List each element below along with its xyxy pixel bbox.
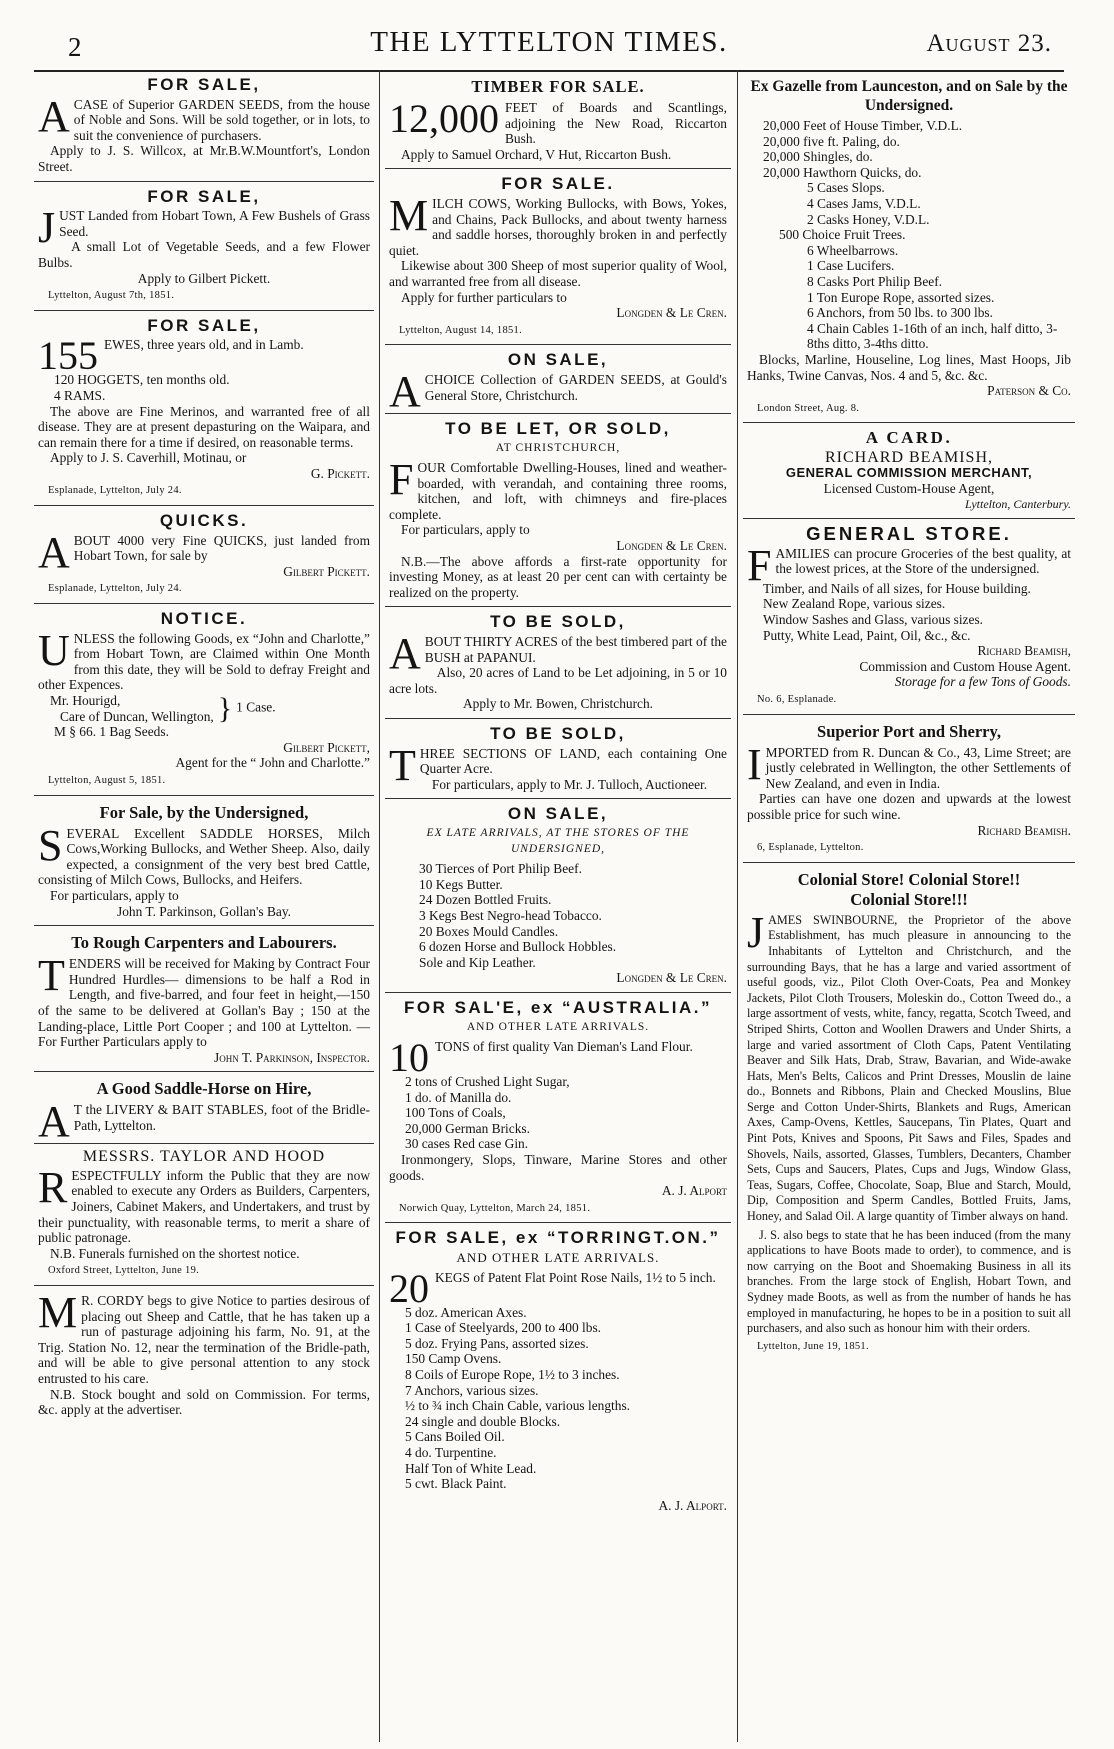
ad-line: M § 66. 1 Bag Seeds. xyxy=(54,724,169,740)
ad-signature: Richard Beamish. xyxy=(977,822,1071,838)
ad-para: Blocks, Marline, Houseline, Log lines, Mast Hoops, Jib Hanks, Twine Canvas, Nos. 4 and 5, &c. &c. xyxy=(747,351,1071,383)
ad-notice xyxy=(34,604,374,796)
list-item: 1 Case of Steelyards, 200 to 400 lbs. xyxy=(405,1320,602,1336)
list-item: 24 single and double Blocks. xyxy=(405,1413,561,1429)
ad-heading: To Rough Carpenters and Labourers. xyxy=(71,933,337,953)
ad-heading: A Good Saddle-Horse on Hire, xyxy=(96,1079,312,1099)
ad-heading: TO BE SOLD, xyxy=(490,724,626,743)
ad-body: OUR Comfortable Dwelling-Houses, lined and weather-boarded, with verandah, and containing three rooms, kitchen, and loft, with chimneys and fire-places complete. xyxy=(389,460,727,522)
ad-date: No. 6, Esplanade. xyxy=(757,694,837,705)
ad-para: The above are Fine Merinos, and warranted free of all disease. They are at present depasturing on the Waipara, and can remain there for a time if desired, on reasonable terms. xyxy=(38,403,370,450)
newspaper-title: THE LYTTELTON TIMES. xyxy=(370,26,728,58)
ad-heading: ON SALE, xyxy=(507,804,609,824)
column-rule xyxy=(737,70,738,1742)
ad-para: A small Lot of Vegetable Seeds, and a few Flower Bulbs. xyxy=(38,239,370,270)
ad-nb: N.B. Stock bought and sold on Commission. For terms, &c. apply at the advertiser. xyxy=(38,1386,370,1418)
ad-colonial-store xyxy=(743,863,1075,1361)
ad-signature: Agent for the “ John and Charlotte.” xyxy=(175,755,370,771)
consignee-line: Mr. Hourigd, xyxy=(50,693,121,708)
ad-timber xyxy=(385,70,731,169)
list-item: 24 Dozen Bottled Fruits. xyxy=(419,892,552,908)
ad-ewes xyxy=(34,311,374,506)
ad-signature: G. Pickett. xyxy=(310,465,370,481)
ad-thirty-acres xyxy=(385,607,731,719)
ad-apply: Apply for further particulars to xyxy=(401,289,567,305)
ad-apply: For particulars, apply to Mr. J. Tulloch, Auctioneer. xyxy=(431,776,708,792)
list-item: Half Ton of White Lead. xyxy=(405,1460,537,1476)
ad-heading: Colonial Store!!! xyxy=(850,889,968,909)
list-item: Timber, and Nails of all sizes, for House building. xyxy=(763,580,1031,596)
list-item: 5 doz. Frying Pans, assorted sizes. xyxy=(405,1335,589,1351)
ad-general-store xyxy=(743,519,1075,714)
ad-heading: TIMBER FOR SALE. xyxy=(471,77,645,96)
list-item: Putty, White Lead, Paint, Oil, &c., &c. xyxy=(763,627,971,643)
ad-body: HREE SECTIONS OF LAND, each containing One Quarter Acre. xyxy=(419,745,727,777)
ad-signature: Longden & Le Cren. xyxy=(616,538,727,554)
ad-para: Likewise about 300 Sheep of most superior quality of Wool, and warranted free from all disease. xyxy=(389,258,727,289)
ad-date: Oxford Street, Lyttelton, June 19. xyxy=(48,1265,200,1277)
ad-apply: Apply to J. S. Willcox, at Mr.B.W.Mountfort's, London Street. xyxy=(38,143,370,174)
drop-cap: S xyxy=(38,820,63,870)
ad-body: MPORTED from R. Duncan & Co., 43, Lime Street; are justly celebrated in Wellington, the other Settlements of New Zealand, and even in India. xyxy=(765,744,1071,791)
ad-heading: TO BE SOLD, xyxy=(490,612,626,632)
ad-heading: FOR SALE, xyxy=(147,315,261,335)
list-item: 5 Cases Slops. xyxy=(807,180,885,196)
ad-para: J. S. also begs to state that he has been induced (from the many applications to have Boots made to order), to commence, and is now carrying on the Boot and Shoemaking Business in all its branches. From the large stock of English, Hobart Town, and Sydney made Boots, as well as from the number of hands he has employed in manufacturing, he hopes to be in a position to suit all purchasers, and also such as honour him with their orders. xyxy=(747,1227,1071,1336)
list-item: 6 dozen Horse and Bullock Hobbles. xyxy=(419,939,617,955)
ad-body: CHOICE Collection of GARDEN SEEDS, at Gould's General Store, Christchurch. xyxy=(424,371,727,403)
ad-milch-cows xyxy=(385,169,731,345)
ad-signature: Paterson & Co. xyxy=(987,383,1071,399)
lead-number: 12,000 xyxy=(389,96,499,141)
list-item: 2 tons of Crushed Light Sugar, xyxy=(405,1074,570,1090)
list-item: 3 Kegs Best Negro-head Tobacco. xyxy=(419,907,602,923)
ad-dwelling-houses xyxy=(385,414,731,608)
list-item: Sole and Kip Leather. xyxy=(419,954,536,970)
list-item: 20,000 Feet of House Timber, V.D.L. xyxy=(763,118,963,133)
brace-glyph: } xyxy=(217,691,233,725)
ad-taylor-hood xyxy=(34,1144,374,1286)
ad-subheading: EX LATE ARRIVALS, AT THE STORES OF THE UNDERSIGNED, xyxy=(426,826,690,855)
ad-apply: For particulars, apply to xyxy=(50,887,179,903)
ad-body: UST Landed from Hobart Town, A Few Bushels of Grass Seed. xyxy=(59,208,370,239)
ad-signature: Gilbert Pickett. xyxy=(283,563,370,579)
ad-heading: ON SALE, xyxy=(507,350,609,370)
ad-body: T the LIVERY & BAIT STABLES, foot of the Bridle-Path, Lyttelton. xyxy=(73,1102,370,1133)
list-item: 150 Camp Ovens. xyxy=(405,1351,502,1367)
ad-heading: Superior Port and Sherry, xyxy=(817,721,1001,741)
column-2 xyxy=(385,70,731,1742)
ad-nb: N.B.—The above affords a first-rate opportunity for investing Money, as at least 20 per cent can with certainty be realized on the property. xyxy=(389,553,727,600)
list-item: 6 Anchors, from 50 lbs. to 300 lbs. xyxy=(807,305,993,321)
ad-body: AMILIES can procure Groceries of the best quality, at the lowest prices, at the Store of the undersigned. xyxy=(775,545,1071,577)
lead-number: 155 xyxy=(38,333,98,379)
list-item: 30 cases Red case Gin. xyxy=(405,1136,529,1152)
drop-cap: I xyxy=(747,739,762,789)
list-item: 20,000 German Bricks. xyxy=(405,1120,530,1136)
drop-cap: A xyxy=(38,527,70,577)
list-item: New Zealand Rope, various sizes. xyxy=(763,596,946,612)
column-rule xyxy=(379,70,380,1742)
list-item: Window Sashes and Glass, various sizes. xyxy=(763,612,984,628)
ad-gazelle xyxy=(743,70,1075,423)
list-item: ½ to ¾ inch Chain Cable, various lengths. xyxy=(405,1398,631,1414)
ad-heading: FOR SALE, xyxy=(147,186,261,206)
ad-three-sections xyxy=(385,719,731,799)
ad-apply: John T. Parkinson, Gollan's Bay. xyxy=(116,903,291,919)
list-item: 20,000 five ft. Paling, do. xyxy=(763,133,900,149)
ad-heading: For Sale, by the Undersigned, xyxy=(99,802,309,822)
ad-date: London Street, Aug. 8. xyxy=(757,402,860,414)
ad-subheading: AND OTHER LATE ARRIVALS. xyxy=(466,1020,650,1033)
ad-heading: FOR SALE. xyxy=(501,174,615,194)
ad-quicks xyxy=(34,506,374,604)
ad-apply: Apply to Gilbert Pickett. xyxy=(137,270,271,286)
ad-heading: FOR SALE, ex “TORRINGT.ON.” xyxy=(395,1228,721,1248)
ad-body: ILCH COWS, Working Bullocks, with Bows, Yokes, and Chains, Pack Bullocks, and about twenty harness and saddle horses, thoroughly broken in and perfectly quiet. xyxy=(389,195,727,258)
list-item: 5 doz. American Axes. xyxy=(405,1304,527,1320)
lead-number: 20 xyxy=(389,1265,429,1311)
list-item: 2 Casks Honey, V.D.L. xyxy=(807,211,930,227)
ad-body: KEGS of Patent Flat Point Rose Nails, 1½ to 5 inch. xyxy=(435,1269,716,1285)
ad-subheading: AT CHRISTCHURCH, xyxy=(495,441,621,454)
merchant-role: GENERAL COMMISSION MERCHANT, xyxy=(785,465,1033,481)
ad-heading: Ex Gazelle from Launceston, and on Sale by the Undersigned. xyxy=(750,78,1068,114)
ad-late-arrivals xyxy=(385,799,731,993)
ad-garden-seeds xyxy=(34,70,374,182)
ad-saddle-horse-hire xyxy=(34,1072,374,1147)
ad-line: 4 RAMS. xyxy=(54,387,106,403)
list-item: 4 do. Turpentine. xyxy=(405,1444,497,1460)
drop-cap: T xyxy=(389,740,416,790)
ad-australia xyxy=(385,993,731,1224)
ad-body: EWES, three years old, and in Lamb. xyxy=(104,337,304,353)
ad-port-sherry xyxy=(743,715,1075,863)
merchant-agent: Licensed Custom-House Agent, xyxy=(823,481,995,497)
ad-nb: N.B. Funerals furnished on the shortest notice. xyxy=(50,1245,300,1261)
ad-signature: Gilbert Pickett, xyxy=(283,739,370,755)
consignee-case: 1 Case. xyxy=(236,699,276,715)
column-3 xyxy=(743,70,1075,1742)
list-item: 8 Casks Port Philip Beef. xyxy=(807,273,943,289)
list-item: 4 Chain Cables 1-16th of an inch, half ditto, 3-8ths ditto, 3-4ths ditto. xyxy=(807,320,1058,352)
drop-cap: F xyxy=(747,540,772,590)
ad-apply: For particulars, apply to xyxy=(401,522,530,538)
ad-date: Esplanade, Lyttelton, July 24. xyxy=(48,485,182,497)
list-item: 1 Ton Europe Rope, assorted sizes. xyxy=(807,289,995,305)
ad-signature: Commission and Custom House Agent. xyxy=(859,658,1071,674)
list-item: 20 Boxes Mould Candles. xyxy=(419,923,559,939)
ad-heading: FOR SALE, xyxy=(147,75,261,94)
ad-grass-seed xyxy=(34,182,374,311)
list-item: 20,000 Hawthorn Quicks, do. xyxy=(763,164,922,180)
ad-body: TONS of first quality Van Dieman's Land Flour. xyxy=(435,1039,693,1055)
list-item: 8 Coils of Europe Rope, 1½ to 3 inches. xyxy=(405,1367,620,1382)
masthead xyxy=(34,26,1064,72)
page-number: 2 xyxy=(68,32,82,62)
ad-garden-collection xyxy=(385,345,731,414)
list-item: 1 Case Lucifers. xyxy=(807,258,895,274)
drop-cap: M xyxy=(389,190,429,240)
ad-heading: QUICKS. xyxy=(159,511,249,531)
ad-storage: Storage for a few Tons of Goods. xyxy=(894,674,1071,690)
ad-body: BOUT THIRTY ACRES of the best timbered part of the BUSH at PAPANUI. xyxy=(424,634,727,665)
ad-heading: NOTICE. xyxy=(160,609,248,629)
ad-cordy xyxy=(34,1286,374,1424)
drop-cap: J xyxy=(747,907,765,957)
ad-heading: GENERAL STORE. xyxy=(806,523,1012,545)
ad-apply: Apply to J. S. Caverhill, Motinau, or xyxy=(50,450,247,466)
ad-signature: A. J. Alport xyxy=(661,1183,727,1199)
ad-signature: A. J. Alport. xyxy=(658,1497,727,1513)
drop-cap: R xyxy=(38,1162,68,1212)
ad-body: EVERAL Excellent SADDLE HORSES, Milch Cows,Working Bullocks, and Wether Sheep. Also, daily expected, a consignment of the very best bred Cattle, consisting of Milch Cows, Bullocks, and Heifers. xyxy=(38,825,370,888)
issue-date: August 23. xyxy=(926,30,1052,57)
ad-signature: Longden & Le Cren. xyxy=(616,305,727,321)
drop-cap: A xyxy=(389,366,421,416)
list-item: 1 do. of Manilla do. xyxy=(405,1089,512,1105)
list-item: 20,000 Shingles, do. xyxy=(763,149,873,165)
ad-subheading: AND OTHER LATE ARRIVALS. xyxy=(456,1250,660,1266)
drop-cap: M xyxy=(38,1288,78,1338)
ad-heading: FOR SAL'E, ex “AUSTRALIA.” xyxy=(403,997,712,1017)
ad-card xyxy=(743,423,1075,519)
ad-date: Lyttelton, August 5, 1851. xyxy=(48,774,166,786)
ad-date: Lyttelton, August 7th, 1851. xyxy=(48,290,175,302)
ad-line: 120 HOGGETS, ten months old. xyxy=(54,372,230,388)
ad-date: Norwich Quay, Lyttelton, March 24, 1851. xyxy=(399,1202,591,1214)
ad-apply: Apply to Samuel Orchard, V Hut, Riccarton Bush. xyxy=(401,146,672,162)
ad-date: Lyttelton, June 19, 1851. xyxy=(757,1340,869,1352)
drop-cap: J xyxy=(38,203,56,253)
list-item: 500 Choice Fruit Trees. xyxy=(779,227,906,243)
list-item: 100 Tons of Coals, xyxy=(405,1105,506,1121)
ad-torrington xyxy=(385,1223,731,1519)
ad-date: Lyttelton, August 14, 1851. xyxy=(399,324,523,336)
ad-saddle-horses xyxy=(34,796,374,927)
ad-para: Parties can have one dozen and upwards at the lowest possible price for such wine. xyxy=(747,791,1071,822)
drop-cap: A xyxy=(38,91,70,141)
ad-body: FEET of Boards and Scantlings, adjoining the New Road, Riccarton Bush. xyxy=(505,100,727,147)
ad-body: NLESS the following Goods, ex “John and Charlotte,” from Hobart Town, are Claimed within One Month from this date, they will be Sold to defray Freight and other Expences. xyxy=(38,630,370,693)
drop-cap: T xyxy=(38,951,65,1001)
ad-body: ESPECTFULLY inform the Public that they are now enabled to execute any Orders as Builders, Carpenters, Joiners, Cabinet Makers, and Undertakers, and trust by their punctuality, with reasonable terms, to merit a share of public patronage. xyxy=(38,1167,370,1246)
ad-heading: MESSRS. TAYLOR AND HOOD xyxy=(82,1148,326,1166)
column-1 xyxy=(34,70,374,1742)
ad-body: CASE of Superior GARDEN SEEDS, from the house of Noble and Sons. Will be sold together, or in lots, to suit the convenience of purchasers. xyxy=(73,96,370,143)
drop-cap: F xyxy=(389,455,414,505)
ad-body: AMES SWINBOURNE, the Proprietor of the above Establishment, has much pleasure in announcing to the Inhabitants of Lyttelton and Christchurch, and the surrounding Bays, that he has a large and varied assortment of useful goods, viz., Pilot Cloth Over-Coats, Pea and Monkey Jackets, Pilot Cloth Trousers, Moleskin do., Cotton Tweed do., a large assortment of vests, white, fancy, regatta, Scotch Tweed, and Striped Shirts, Cotton and Woollen Drawers and Under Shirts, a large and varied assortment of Cloth Caps, Patent Ventilating Beaver and Silk Hats, Drab, Straw, Bavarian, and Wide-awake Hats, Men's Belts, Calicos and Print Dresses, Mouslin de laine do., Bonnets and Ribbons, Plain and Checked Mouslins, Blue Serge and Cotton Under-Shirts, Blankets and Rugs, American Axes, Camp-Ovens, Kettles, Saucepans, Tin Plates, Quart and Pint Pots, Knives and Spoons, Pit Saws and Files, Spades and Shovels, Nails, assorted, Glasses, Tumblers, Decanters, Chamber Sets, Cups and Saucers, Plates, Cups and Jugs, Window Glass, Teas, Sugars, Coffee, Chocolate, Soap, Blue and Starch, Mould, Dip, Composition and Sperm Candles, Bottled Fruits, Jams, Honey, and Salad Oil. A large quantity of Timber always on hand. xyxy=(747,912,1071,1224)
list-item: 6 Wheelbarrows. xyxy=(807,242,899,258)
ad-body: R. CORDY begs to give Notice to parties desirous of placing out Sheep and Cattle, that he has taken up a run of pasturage adjoining his farm, No. 91, at the Trig. Station No. 12, near the termination of the Bridle-path, and will be able to give personal attention to any stock entrusted to his care. xyxy=(38,1293,370,1386)
ad-para: Also, 20 acres of Land to be Let adjoining, in 5 or 10 acre lots. xyxy=(389,665,727,696)
list-item: 5 cwt. Black Paint. xyxy=(405,1476,507,1492)
ad-date: 6, Esplanade, Lyttelton. xyxy=(757,842,864,854)
list-item: 7 Anchors, various sizes. xyxy=(405,1382,539,1398)
merchant-place: Lyttelton, Canterbury. xyxy=(965,496,1071,511)
ad-body: ENDERS will be received for Making by Contract Four Hundred Hurdles— dimensions to be half a Rod in Length, and five-barred, and four feet in height,—150 of the same to be delivered at Gollan's Bay ; 150 at the Landing-place, Little Port Cooper ; and 100 at Lyttelton. — For Further Particulars apply to xyxy=(38,956,370,1050)
ad-date: Esplanade, Lyttelton, July 24. xyxy=(48,583,182,595)
drop-cap: A xyxy=(38,1097,70,1147)
ad-signature: Richard Beamish, xyxy=(977,643,1071,659)
list-item: 5 Cans Boiled Oil. xyxy=(405,1429,505,1445)
lead-number: 10 xyxy=(389,1035,429,1081)
ad-heading: A CARD. xyxy=(865,428,953,448)
consignee-line: Care of Duncan, Wellington, xyxy=(60,708,214,724)
ad-apply: Apply to Mr. Bowen, Christchurch. xyxy=(462,696,654,712)
ad-heading: TO BE LET, OR SOLD, xyxy=(445,418,671,438)
drop-cap: A xyxy=(389,629,421,679)
list-item: 4 Cases Jams, V.D.L. xyxy=(807,195,921,211)
drop-cap: U xyxy=(38,625,70,675)
ad-para: Ironmongery, Slops, Tinware, Marine Stores and other goods. xyxy=(389,1152,727,1183)
merchant-name: RICHARD BEAMISH, xyxy=(824,448,993,466)
ad-heading: Colonial Store! Colonial Store!! xyxy=(797,869,1021,889)
list-item: 10 Kegs Butter. xyxy=(419,876,503,892)
list-item: 30 Tierces of Port Philip Beef. xyxy=(419,861,582,877)
ad-body: BOUT 4000 very Fine QUICKS, just landed from Hobart Town, for sale by xyxy=(73,532,370,564)
ad-signature: Longden & Le Cren. xyxy=(616,970,727,986)
ad-signature: John T. Parkinson, Inspector. xyxy=(214,1049,370,1065)
ad-carpenters xyxy=(34,926,374,1072)
